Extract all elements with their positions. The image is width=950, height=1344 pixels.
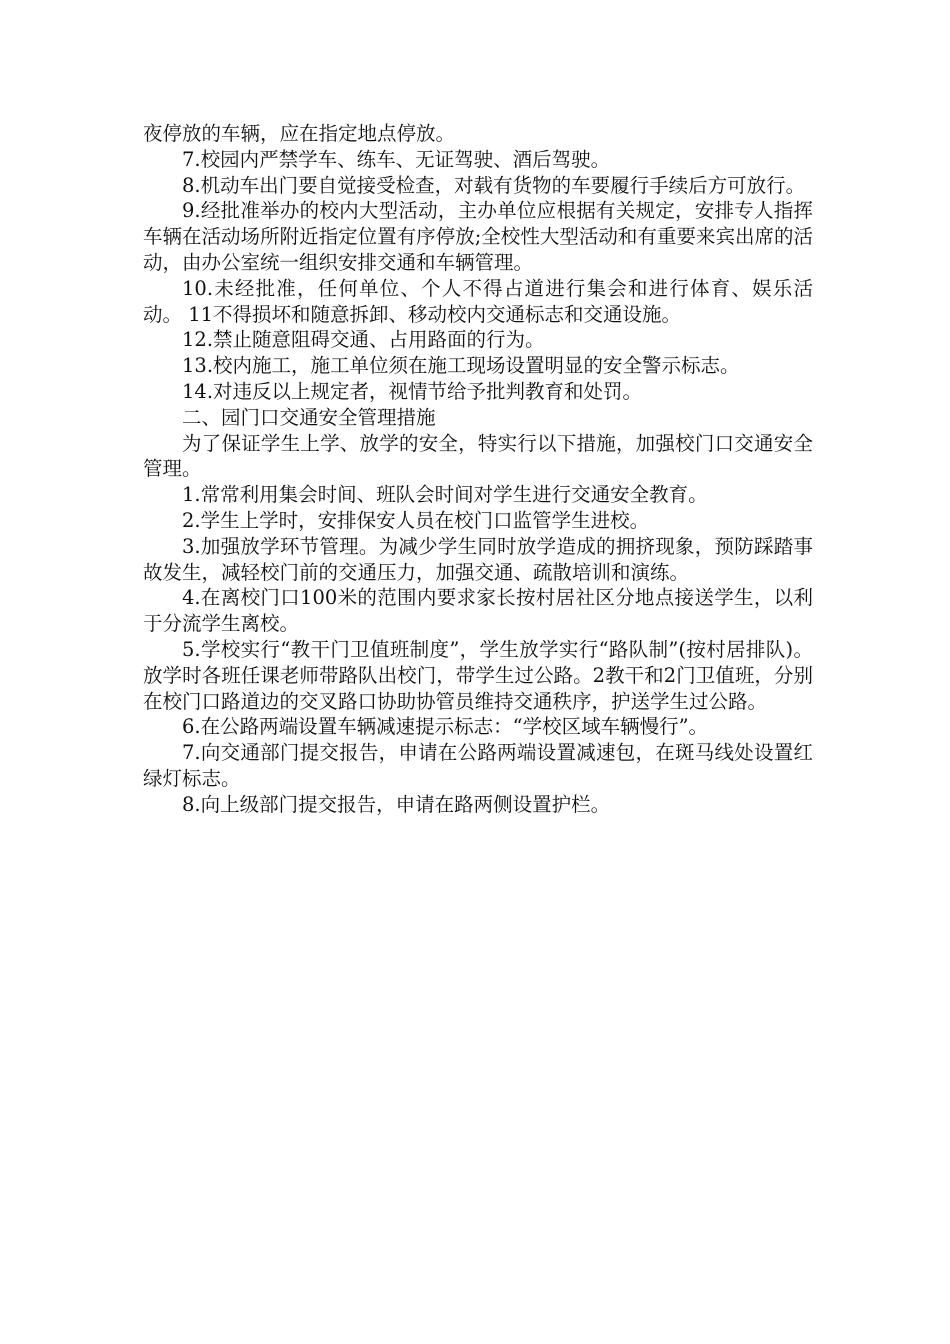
measure-4: 4.在离校门口100米的范围内要求家长按村居社区分地点接送学生，以利于分流学生离校。	[143, 586, 813, 636]
rule-7: 7.校园内严禁学车、练车、无证驾驶、酒后驾驶。	[182, 147, 611, 171]
measure-5: 5.学校实行“教干门卫值班制度”，学生放学实行“路队制”(按村居排队)。放学时各班任课老师带路队出校门，带学生过公路。2教干和2门卫值班，分别在校门口路道边的交叉路口协助协管员维持交通秩序，护送学生过公路。	[143, 637, 813, 713]
measure-7: 7.向交通部门提交报告，申请在公路两端设置减速包，在斑马线处设置红绿灯标志。	[143, 741, 813, 790]
rule-14: 14.对违反以上规定者，视情节给予批判教育和处罚。	[182, 379, 643, 403]
measure-2: 2.学生上学时，安排保安人员在校门口监管学生进校。	[182, 508, 650, 532]
measure-6: 6.在公路两端设置车辆减速提示标志：“学校区域车辆慢行”。	[182, 715, 709, 739]
document-body	[143, 121, 813, 818]
section-intro: 为了保证学生上学、放学的安全，特实行以下措施，加强校门口交通安全管理。	[143, 431, 813, 481]
rule-12: 12.禁止随意阻碍交通、占用路面的行为。	[182, 328, 545, 352]
paragraph-continuation: 夜停放的车辆，应在指定地点停放。	[143, 122, 456, 145]
section-heading: 二、园门口交通安全管理措施	[182, 405, 436, 429]
measure-1: 1.常常利用集会时间、班队会时间对学生进行交通安全教育。	[182, 483, 708, 507]
rule-9: 9.经批准举办的校内大型活动，主办单位应根据有关规定，安排专人指挥车辆在活动场所附近指定位置有序停放;全校性大型活动和有重要来宾出席的活动，由办公室统一组织安排交通和车辆管理。	[143, 199, 813, 274]
rule-13: 13.校内施工，施工单位须在施工现场设置明显的安全警示标志。	[182, 354, 740, 378]
measure-8: 8.向上级部门提交报告，申请在路两侧设置护栏。	[182, 792, 611, 816]
rule-10-11: 10.未经批准，任何单位、个人不得占道进行集会和进行体育、娱乐活动。 11不得损坏和随意拆卸、移动校内交通标志和交通设施。	[143, 276, 813, 326]
measure-3: 3.加强放学环节管理。为减少学生同时放学造成的拥挤现象，预防踩踏事故发生，减轻校门前的交通压力，加强交通、疏散培训和演练。	[143, 534, 813, 584]
rule-8: 8.机动车出门要自觉接受检查，对载有货物的车要履行手续后方可放行。	[182, 173, 806, 197]
